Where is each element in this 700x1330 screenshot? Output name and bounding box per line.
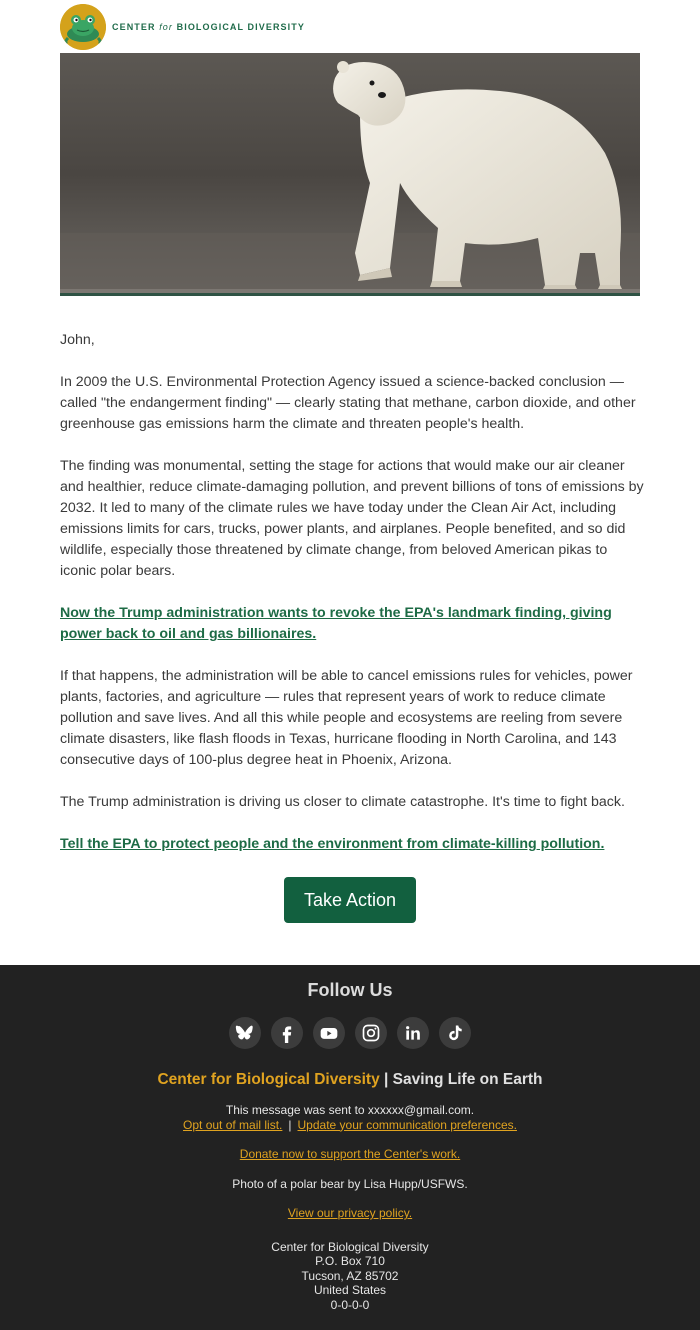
org-logo[interactable] (60, 4, 305, 50)
update-preferences-link[interactable]: Update your communication preferences. (297, 1117, 517, 1132)
bluesky-icon[interactable] (229, 1017, 261, 1049)
social-links (0, 1017, 700, 1049)
link-separator: | (288, 1117, 292, 1132)
paragraph-if-that-happens: If that happens, the administration will be able to cancel emissions rules for vehicles, power plants, factories, and agriculture — rules that represent years of work to reduce climate pollution and save lives. And all this while people and ecosystems are reeling from severe climate disasters, like flash floods in Texas, hurricane flooding in North Carolina, and 143 consecutive days of 100-plus degree heat in Phoenix, Arizona. (60, 668, 633, 768)
address-line-country: United States (313, 1283, 387, 1297)
logo-text-center: CENTER (112, 22, 160, 32)
sent-to-text: This message was sent to xxxxxx@gmail.com. (225, 1103, 475, 1117)
paragraph-tell-epa-link (60, 834, 645, 855)
donate-row (0, 1147, 700, 1162)
paragraph-fight-back: The Trump administration is driving us closer to climate catastrophe. It's time to fight back. (60, 794, 625, 810)
linkedin-icon[interactable] (397, 1017, 429, 1049)
preferences-links (0, 1118, 700, 1133)
instagram-icon[interactable] (355, 1017, 387, 1049)
email-footer (0, 965, 700, 1330)
tiktok-icon[interactable] (439, 1017, 471, 1049)
address-line-po-box: P.O. Box 710 (315, 1254, 385, 1268)
follow-us-heading: Follow Us (307, 980, 393, 1000)
privacy-policy-link[interactable]: View our privacy policy. (287, 1206, 413, 1220)
tell-epa-link[interactable]: Tell the EPA to protect people and the environment from climate-killing pollution. (60, 836, 605, 852)
brand-line (0, 1071, 700, 1089)
address-line-org: Center for Biological Diversity (271, 1239, 429, 1254)
mailing-address (0, 1240, 700, 1313)
polar-bear-icon (60, 53, 640, 296)
youtube-icon[interactable] (313, 1017, 345, 1049)
facebook-icon[interactable] (271, 1017, 303, 1049)
frog-icon (60, 4, 106, 50)
donate-link[interactable]: Donate now to support the Center's work. (239, 1147, 461, 1161)
paragraph-finding-monumental: The finding was monumental, setting the stage for actions that would make our air cleaner and healthier, reduce climate-damaging pollution, and prevent billions of tons of emissions by 2032. It led to many of the climate rules we have today under the Clean Air Act, including emissions limits for cars, trucks, power plants, and airplanes. People benefited, and so did wildlife, especially those threatened by climate change, from beloved American pikas to iconic polar bears. (60, 458, 644, 579)
greeting: John, (60, 332, 95, 348)
photo-credit: Photo of a polar bear by Lisa Hupp/USFWS. (232, 1176, 468, 1191)
cta-container (0, 877, 700, 923)
logo-text-biological-diversity: BIOLOGICAL DIVERSITY (173, 22, 305, 32)
logo-text-for: for (159, 22, 174, 32)
brand-separator: | (379, 1071, 393, 1088)
hero-image (60, 53, 640, 296)
privacy-row (0, 1206, 700, 1221)
email-body (60, 330, 645, 876)
paragraph-endangerment-finding: In 2009 the U.S. Environmental Protection Agency issued a science-backed conclusion — called "the endangerment finding" — clearly stating that methane, carbon dioxide, and other greenhouse gas emissions harm the climate and threaten people's health. (60, 374, 636, 432)
recipient-notice (0, 1103, 700, 1132)
revoke-finding-link[interactable]: Now the Trump administration wants to revoke the EPA's landmark finding, giving power back to oil and gas billionaires. (60, 605, 612, 642)
address-line-code: 0-0-0-0 (330, 1297, 370, 1312)
org-tagline: Saving Life on Earth (392, 1071, 543, 1088)
logo-wordmark (112, 22, 305, 32)
address-line-city: Tucson, AZ 85702 (301, 1268, 399, 1283)
opt-out-link[interactable]: Opt out of mail list. (183, 1117, 283, 1132)
org-name: Center for Biological Diversity (157, 1071, 380, 1088)
take-action-button[interactable]: Take Action (284, 877, 416, 923)
email-header (0, 0, 700, 52)
paragraph-revoke-link (60, 603, 645, 645)
